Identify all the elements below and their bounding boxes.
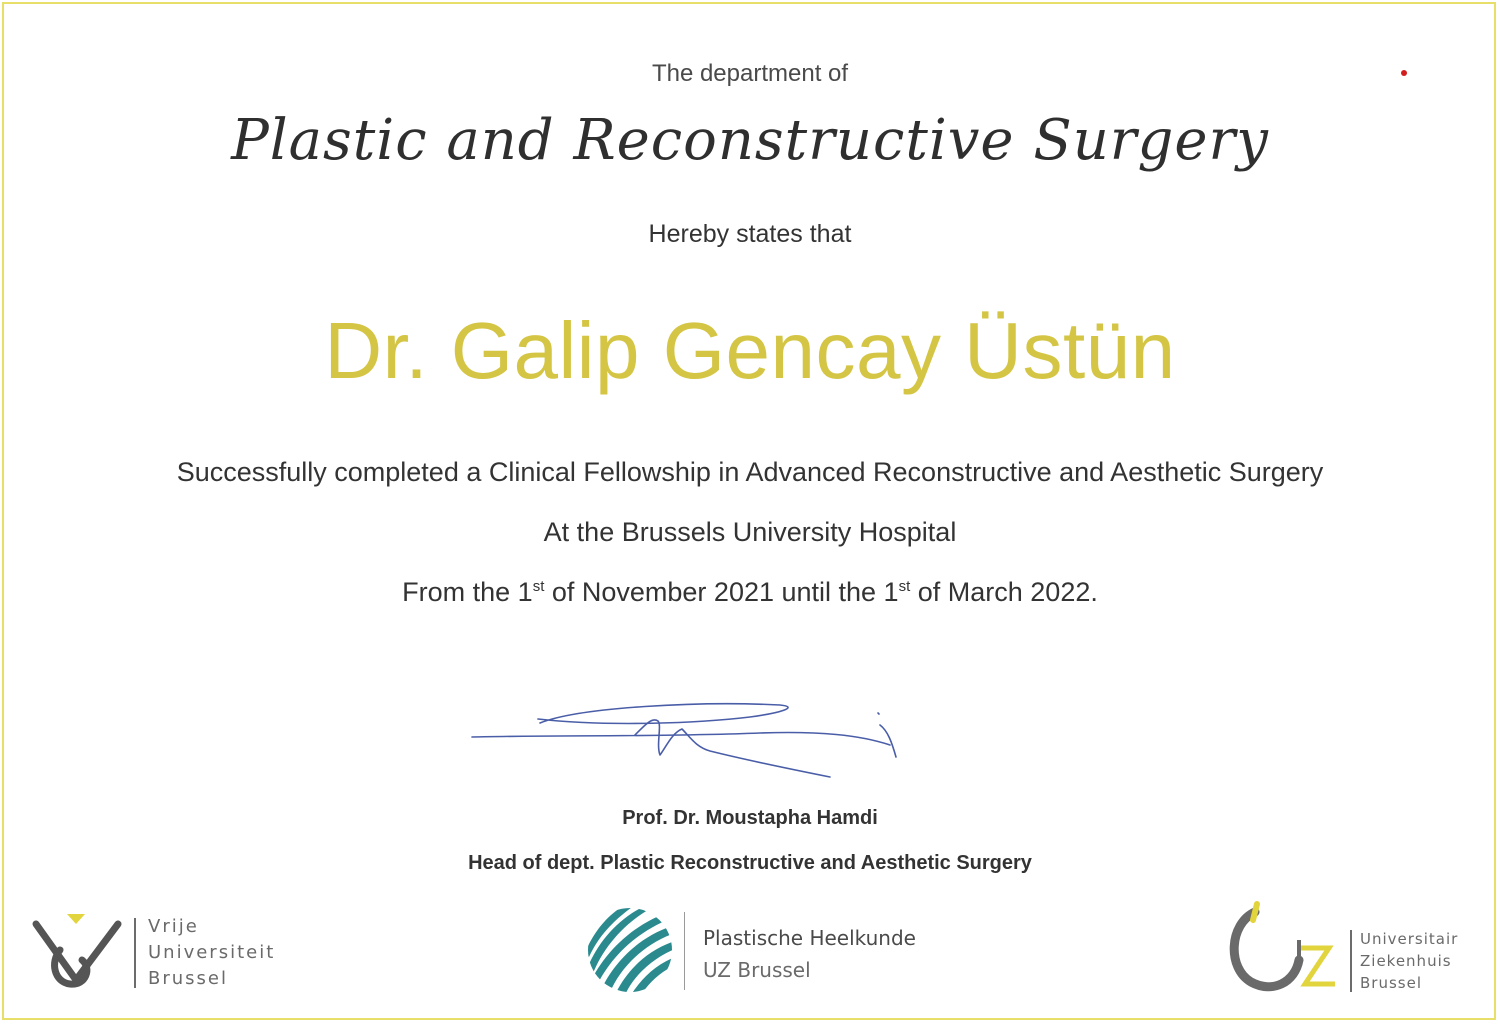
plastische-logo-text	[703, 922, 916, 986]
achievement-text: Successfully completed a Clinical Fellowship in Advanced Reconstructive and Aesthetic Surgery	[176, 457, 1324, 487]
signature	[460, 685, 910, 795]
plastische-line-1: Plastische Heelkunde	[703, 926, 916, 950]
vub-divider	[134, 918, 136, 988]
uz-line-2: Ziekenhuis	[1360, 952, 1452, 970]
signatory-name: Prof. Dr. Moustapha Hamdi	[622, 807, 878, 829]
period-prefix: From the 1	[402, 577, 533, 607]
period-sup-start: st	[532, 578, 545, 595]
period-suffix: of March 2022.	[910, 577, 1098, 607]
vub-logo-icon	[30, 910, 125, 995]
plastische-line-2: UZ Brussel	[703, 958, 811, 982]
statement-text: Hereby states that	[648, 220, 852, 248]
recipient-name: Dr. Galip Gencay Üstün	[324, 306, 1176, 395]
period-middle: of November 2021 until the 1	[544, 577, 899, 607]
plastische-heelkunde-logo-icon	[585, 905, 675, 995]
uz-line-1: Universitair	[1360, 930, 1459, 948]
location-text: At the Brussels University Hospital	[543, 517, 957, 547]
plastische-divider	[684, 912, 685, 990]
uz-brussel-logo-icon	[1225, 890, 1340, 995]
vub-line-1: Vrije	[148, 916, 199, 937]
uz-line-3: Brussel	[1360, 974, 1422, 992]
uz-logo-text	[1360, 928, 1458, 994]
department-name: Plastic and Reconstructive Surgery	[231, 108, 1269, 173]
department-intro: The department of	[651, 60, 849, 87]
period-sup-end: st	[898, 578, 911, 595]
signatory-title: Head of dept. Plastic Reconstructive and Aesthetic Surgery	[468, 852, 1032, 874]
uz-divider	[1350, 930, 1352, 992]
vub-line-2: Universiteit	[148, 942, 276, 963]
vub-line-3: Brussel	[148, 968, 228, 989]
period-text	[0, 577, 1500, 608]
vub-logo-text	[148, 914, 275, 992]
